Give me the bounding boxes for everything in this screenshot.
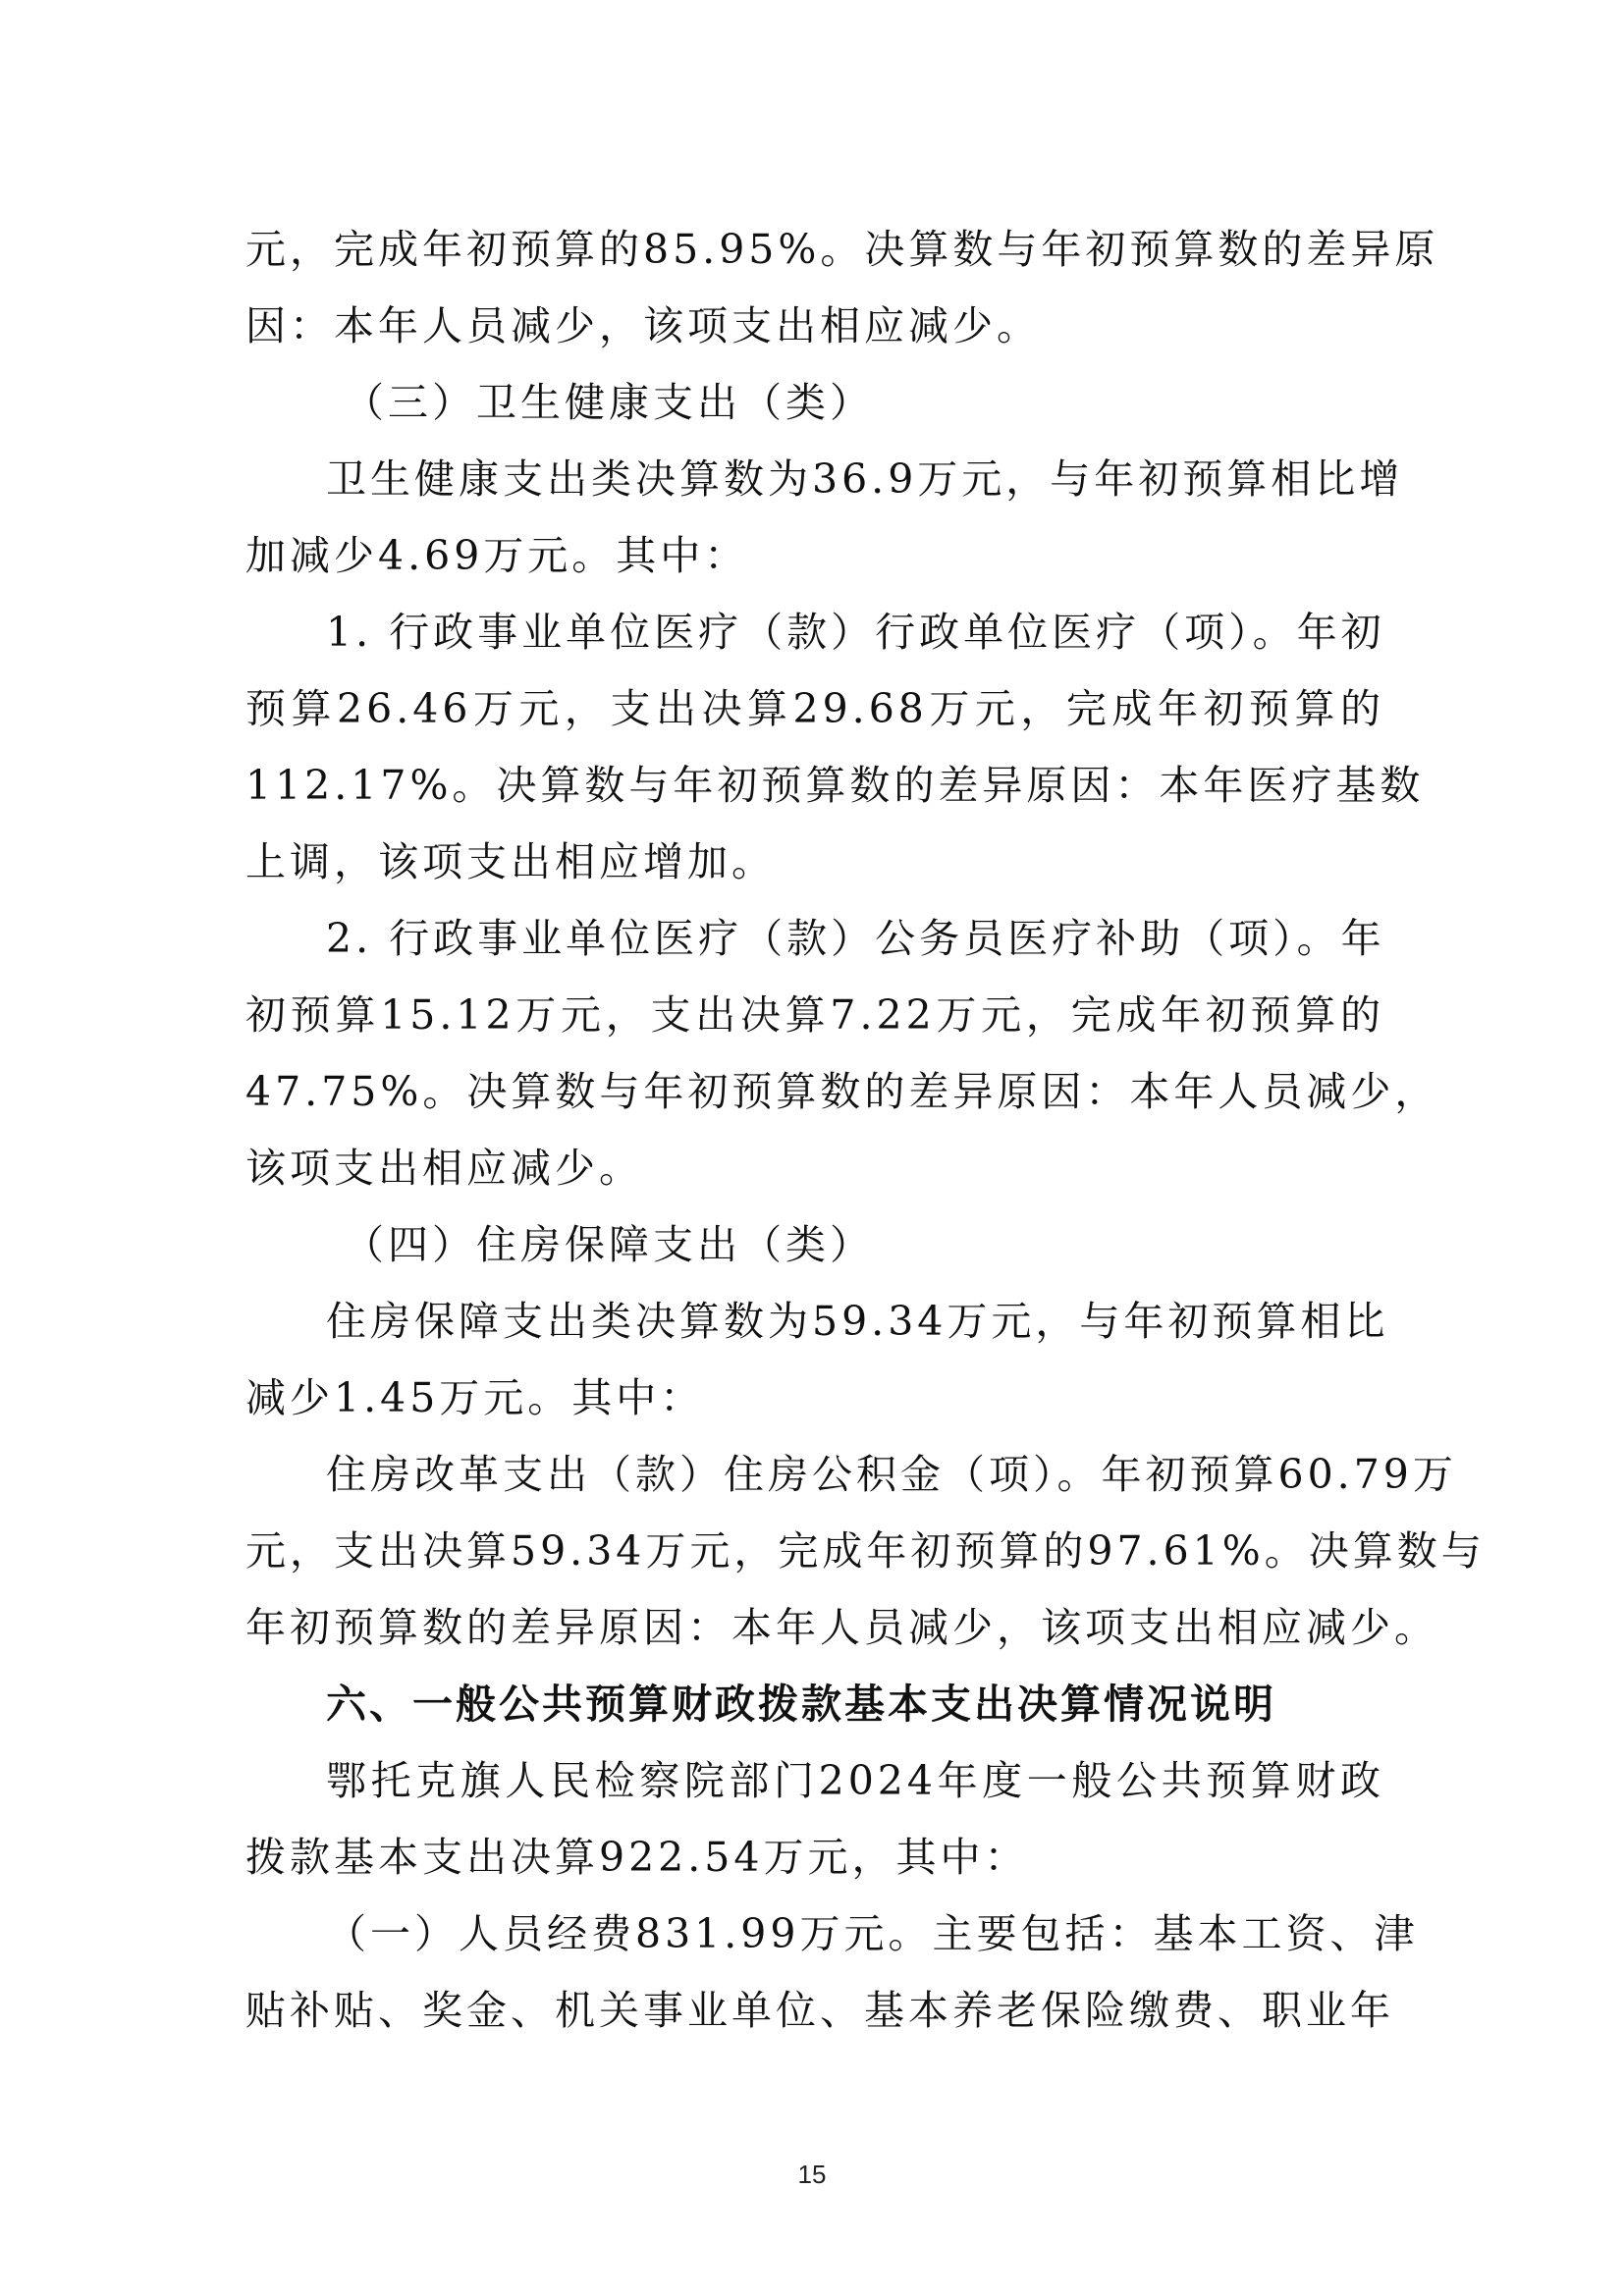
paragraph-line: 卫生健康支出类决算数为36.9万元，与年初预算相比增 — [326, 455, 1404, 503]
section-heading: （三）卫生健康支出（类） — [344, 379, 874, 426]
paragraph-line: 元，完成年初预算的85.95%。决算数与年初预算数的差异原 — [245, 226, 1439, 273]
paragraph-line: 贴补贴、奖金、机关事业单位、基本养老保险缴费、职业年 — [245, 1987, 1394, 2034]
paragraph-line: 112.17%。决算数与年初预算数的差异原因：本年医疗基数 — [245, 762, 1425, 809]
paragraph-line: 拨款基本支出决算922.54万元，其中： — [245, 1834, 1029, 1881]
document-body — [245, 211, 1486, 2049]
section-heading: （四）住房保障支出（类） — [344, 1221, 874, 1268]
paragraph-line: 2. 行政事业单位医疗（款）公务员医疗补助（项）。年 — [326, 915, 1385, 962]
paragraph-line: 住房保障支出类决算数为59.34万元，与年初预算相比 — [326, 1298, 1389, 1345]
paragraph-line: 上调，该项支出相应增加。 — [245, 838, 776, 885]
paragraph-line: （一）人员经费831.99万元。主要包括：基本工资、津 — [326, 1910, 1419, 1957]
paragraph-line: 因：本年人员减少，该项支出相应减少。 — [245, 302, 1041, 349]
paragraph-line: 年初预算数的差异原因：本年人员减少，该项支出相应减少。 — [245, 1604, 1438, 1651]
paragraph-line: 初预算15.12万元，支出决算7.22万元，完成年初预算的 — [245, 991, 1384, 1039]
paragraph-line: 该项支出相应减少。 — [245, 1145, 643, 1192]
paragraph-line: 47.75%。决算数与年初预算数的差异原因：本年人员减少， — [245, 1068, 1439, 1115]
page-number: 15 — [797, 2160, 827, 2189]
paragraph-line: 住房改革支出（款）住房公积金（项）。年初预算60.79万 — [326, 1451, 1457, 1498]
paragraph-line: 减少1.45万元。其中： — [245, 1374, 705, 1421]
paragraph-line: 1. 行政事业单位医疗（款）行政单位医疗（项）。年初 — [326, 609, 1385, 656]
paragraph-line: 预算26.46万元，支出决算29.68万元，完成年初预算的 — [245, 685, 1384, 732]
paragraph-line: 加减少4.69万元。其中： — [245, 532, 749, 579]
paragraph-line: 鄂托克旗人民检察院部门2024年度一般公共预算财政 — [326, 1757, 1384, 1804]
chapter-heading: 六、一般公共预算财政拨款基本支出决算情况说明 — [326, 1681, 1276, 1728]
paragraph-line: 元，支出决算59.34万元，完成年初预算的97.61%。决算数与 — [245, 1527, 1486, 1575]
